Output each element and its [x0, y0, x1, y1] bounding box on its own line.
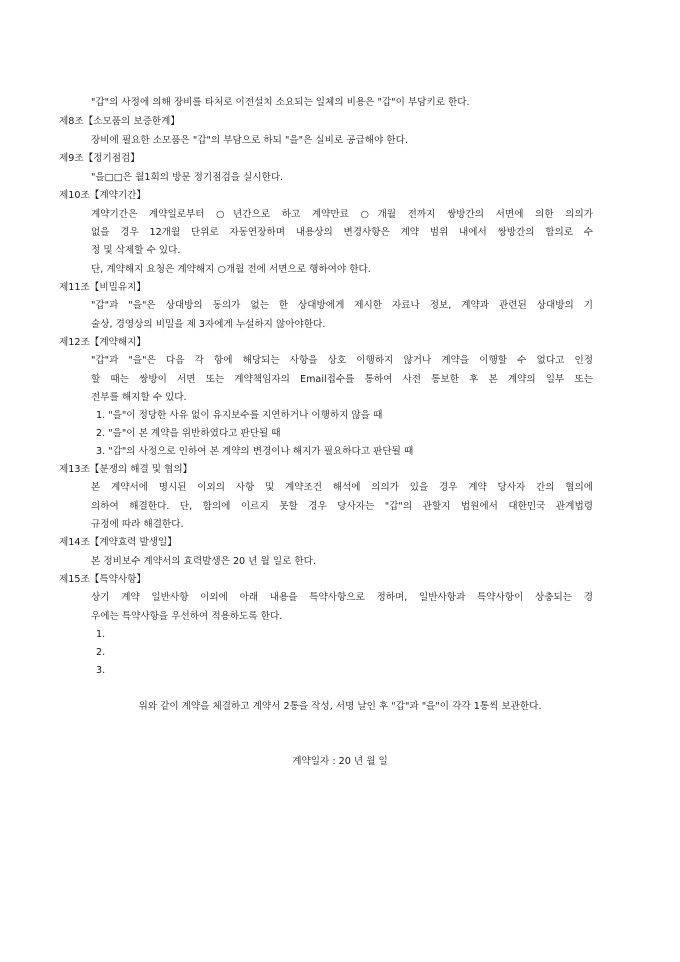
article-12-text-line: "갑"과 "을"은 다음 각 항에 해당되는 사항을 상호 이행하지 않거나 계약을 이행할 수 없다고 인정 [91, 355, 593, 366]
closing-statement: 위와 같이 계약을 체결하고 계약서 2통을 작성, 서명 날인 후 "갑"과 "을"이 각각 1통씩 보관한다. [138, 701, 542, 712]
article-9-heading: 제9조【정기점검】 [59, 153, 140, 164]
article-15-text-line: 우에는 특약사항을 우선하여 적용하도록 한다. [91, 611, 283, 622]
article-11-text-line: "갑"과 "을"은 상대방의 동의가 없는 한 상대방에게 제시한 자료나 정보, 계약과 관련된 상대방의 기 [91, 300, 593, 311]
article-15-list-item: 3. [96, 665, 106, 676]
article-15-heading: 제15조【특약사항】 [59, 574, 147, 585]
article-12-list-item: 2. "을"이 본 계약을 위반하였다고 판단될 때 [96, 428, 281, 439]
article-9-text: "을□□은 월1회의 방문 정기점검을 실시한다. [91, 172, 284, 183]
article-13-text-line: 의하여 해결한다. 단, 합의에 이르지 못할 경우 당사자는 "갑"의 관할지 법원에서 대한민국 관계법령 [91, 501, 593, 512]
article-8-heading: 제8조【소모품의 보증한계】 [59, 116, 181, 127]
article-12-list-item: 3. "갑"의 사정으로 인하여 본 계약의 변경이나 해지가 필요하다고 판단될 때 [96, 446, 414, 457]
article-10-text-line: 없을 경우 12개월 단위로 자동연장하며 내용상의 변경사항은 계약 범위 내에서 쌍방간의 합의로 수 [91, 227, 593, 238]
article-15-text-line: 상기 계약 일반사항 이외에 아래 내용을 특약사항으로 정하며, 일반사항과 특약사항이 상충되는 경 [91, 592, 593, 603]
article-10-text-line: 계약기간은 계약일로부터 ○년간으로 하고 계약만료 ○개월 전까지 쌍방간의 서면에 의한 의의가 [91, 209, 593, 220]
article-12-text-line: 할 때는 쌍방이 서면 또는 계약책임자의 Email접수를 통하여 사전 통보한 후 본 계약의 일부 또는 [91, 374, 593, 385]
article-13-text-line: 규정에 따라 해결한다. [91, 519, 184, 530]
article-12-list-item: 1. "을"이 정당한 사유 없이 유지보수를 지연하거나 이행하지 않을 때 [96, 410, 383, 421]
article-10-text-line: 단, 계약해지 요청은 계약해지 ○개월 전에 서면으로 행하여야 한다. [91, 264, 371, 275]
article-13-text-line: 본 계약서에 명시된 이외의 사항 및 계약조건 해석에 의의가 있을 경우 계약 당사자 간의 협의에 [91, 482, 593, 493]
article-11-heading: 제11조【비밀유지】 [59, 282, 147, 293]
contract-date: 계약일자 : 20 년 월 일 [292, 756, 388, 767]
article-10-heading: 제10조【계약기간】 [59, 190, 147, 201]
article-11-text-line: 술상, 경영상의 비밀을 제 3자에게 누설하지 않아야한다. [91, 319, 326, 330]
article-10-text-line: 정 및 삭제할 수 있다. [91, 245, 181, 256]
article-13-heading: 제13조【분쟁의 해결 및 협의】 [59, 464, 193, 475]
article-15-list-item: 2. [96, 647, 106, 658]
article-12-text-line: 전부를 해지할 수 있다. [91, 392, 187, 403]
article-14-text: 본 정비보수 계약서의 효력발생은 20 년 월 일로 한다. [91, 556, 317, 567]
article-8-text: 장비에 필요한 소모품은 "갑"의 부담으로 하되 "을"은 실비로 공급해야 한다. [91, 135, 408, 146]
article-14-heading: 제14조【계약효력 발생일】 [59, 537, 177, 548]
continuation-text: "갑"의 사정에 의해 장비를 타처로 이전설치 소요되는 일체의 비용은 "갑"이 부담키로 한다. [91, 97, 470, 108]
article-12-heading: 제12조【계약해지】 [59, 337, 147, 348]
article-15-list-item: 1. [96, 629, 106, 640]
